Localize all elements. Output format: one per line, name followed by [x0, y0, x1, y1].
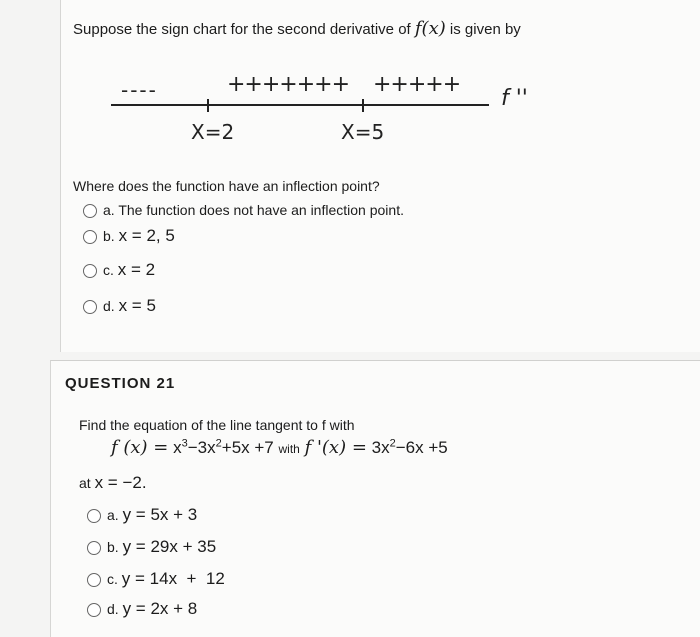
question-21-panel [50, 360, 700, 637]
question-20-prompt: Where does the function have an inflection point? [73, 178, 380, 194]
q21-option-c[interactable]: c. y = 14x + 12 [87, 569, 225, 589]
radio-d[interactable] [83, 300, 97, 314]
question-21-heading: QUESTION 21 [65, 375, 176, 392]
radio-b[interactable] [83, 230, 97, 244]
q21-radio-d[interactable] [87, 603, 101, 617]
question-21-at-point: at x = −2. [79, 473, 147, 492]
q21-option-a[interactable]: a. y = 5x + 3 [87, 505, 197, 525]
q21-radio-b[interactable] [87, 541, 101, 555]
question-20-panel [60, 0, 700, 352]
option-a[interactable]: a. The function does not have an inflection point. [83, 202, 404, 218]
q21-option-d[interactable]: d. y = 2x + 8 [87, 599, 197, 619]
question-21-equation: f $(x) = x^3-3x^2+5x +7$ with f '$(x) = 3x^2-6x +5$ [111, 437, 448, 458]
sign-middle-positive: +++++++ [227, 72, 350, 97]
critical-x-2: X=2 [191, 120, 235, 144]
second-derivative-label: f '' [501, 86, 528, 111]
sign-left-negative: ---- [121, 78, 158, 102]
radio-c[interactable] [83, 264, 97, 278]
question-20-stem [73, 18, 521, 39]
question-21-prompt: Find the equation of the line tangent to f with [79, 417, 355, 433]
q21-radio-a[interactable] [87, 509, 101, 523]
sign-right-positive: +++++ [373, 72, 461, 97]
option-b[interactable]: b. x = 2, 5 [83, 226, 175, 246]
q21-option-b[interactable]: b. y = 29x + 35 [87, 537, 216, 557]
critical-x-5: X=5 [341, 120, 385, 144]
option-c[interactable]: c. x = 2 [83, 260, 155, 280]
radio-a[interactable] [83, 204, 97, 218]
stem-suffix: is given by [449, 21, 521, 38]
stem-function: f(x) [414, 18, 446, 39]
q21-radio-c[interactable] [87, 573, 101, 587]
stem-prefix: Suppose the sign chart for the second derivative of [73, 21, 411, 38]
option-d[interactable]: d. x = 5 [83, 296, 156, 316]
sign-chart-number-line [111, 95, 491, 115]
